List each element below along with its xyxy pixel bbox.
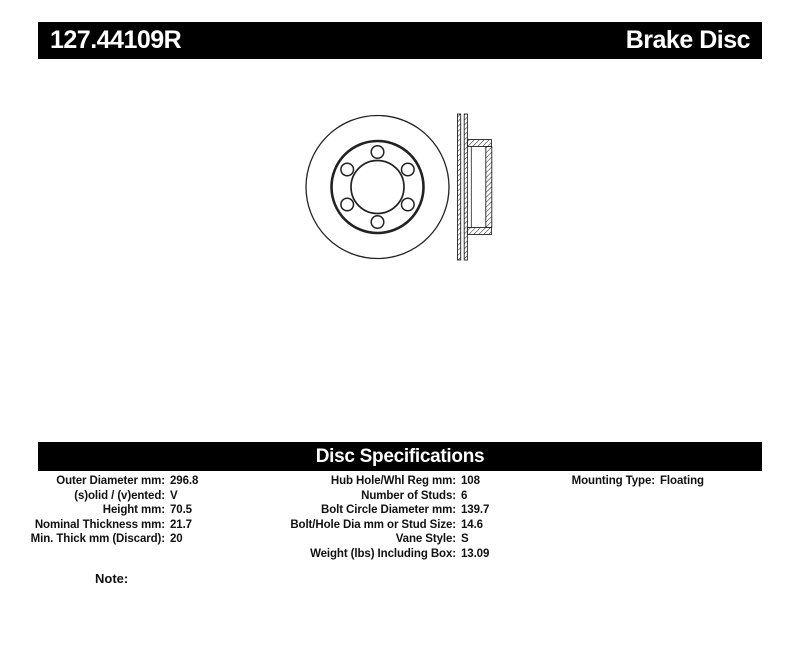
spec-value: S [461,533,469,546]
spec-value: 70.5 [170,504,192,517]
spec-label: Number of Studs: [361,489,456,502]
spec-row-solid-vented [30,489,198,504]
disc-front-view [306,116,449,259]
spec-label: Mounting Type: [571,475,655,487]
spec-row-min-thickness [30,532,198,547]
spec-row-bolt-hole-dia [260,518,489,533]
disc-side-view [458,114,492,260]
spec-column-dimensions [30,474,198,547]
outer-diameter-circle [306,116,449,259]
spec-value: 108 [461,475,480,487]
stud-hole [341,198,354,211]
spec-row-number-of-studs [260,489,489,504]
spec-row-mounting-type [500,474,704,489]
stud-hole [371,216,384,229]
product-title: Brake Disc [625,26,750,54]
brake-disc-drawing [300,105,500,265]
spec-label: (s)olid / (v)ented: [74,489,165,502]
stud-hole [371,146,384,159]
spec-value: V [170,489,178,502]
spec-label: Nominal Thickness mm: [34,518,165,531]
spec-row-hub-hole [260,474,489,489]
spec-label: Outer Diameter mm: [56,475,165,487]
spec-column-mounting [500,474,704,489]
rotor-plate-section [458,114,461,260]
spec-column-hub-studs [260,474,489,562]
friction-surface-circle [332,141,424,233]
spec-label: Vane Style: [395,533,456,546]
header-bar [38,22,762,59]
stud-hole [402,163,415,176]
hat-bottom-flange-section [467,228,491,235]
stud-hole [402,198,415,211]
rotor-plate-section [464,114,467,260]
spec-value: 139.7 [461,504,490,517]
spec-row-outer-diameter [30,474,198,489]
spec-label: Height mm: [102,504,165,517]
spec-row-weight [260,547,489,562]
spec-row-vane-style [260,532,489,547]
spec-label: Bolt/Hole Dia mm or Stud Size: [290,518,456,531]
spec-value: 6 [461,489,468,502]
spec-label: Bolt Circle Diameter mm: [321,504,456,517]
spec-label: Hub Hole/Whl Reg mm: [330,475,456,487]
note-label: Note: [95,571,129,586]
spec-label: Weight (lbs) Including Box: [310,547,456,560]
stud-hole [341,163,354,176]
spec-title-bar [38,442,762,471]
spec-row-nominal-thickness [30,518,198,533]
spec-value: 13.09 [461,547,490,560]
spec-row-bolt-circle [260,503,489,518]
spec-title: Disc Specifications [315,445,485,467]
spec-value: 21.7 [170,518,192,531]
spec-value: 20 [170,533,183,546]
spec-row-height [30,503,198,518]
hat-wall-section [486,147,492,228]
part-number: 127.44109R [50,26,182,54]
spec-label: Min. Thick mm (Discard): [30,533,165,546]
spec-value: Floating [660,475,704,487]
spec-value: 14.6 [461,518,483,531]
hat-top-flange-section [467,140,491,147]
hub-hole-circle [351,161,404,214]
spec-value: 296.8 [170,475,199,487]
